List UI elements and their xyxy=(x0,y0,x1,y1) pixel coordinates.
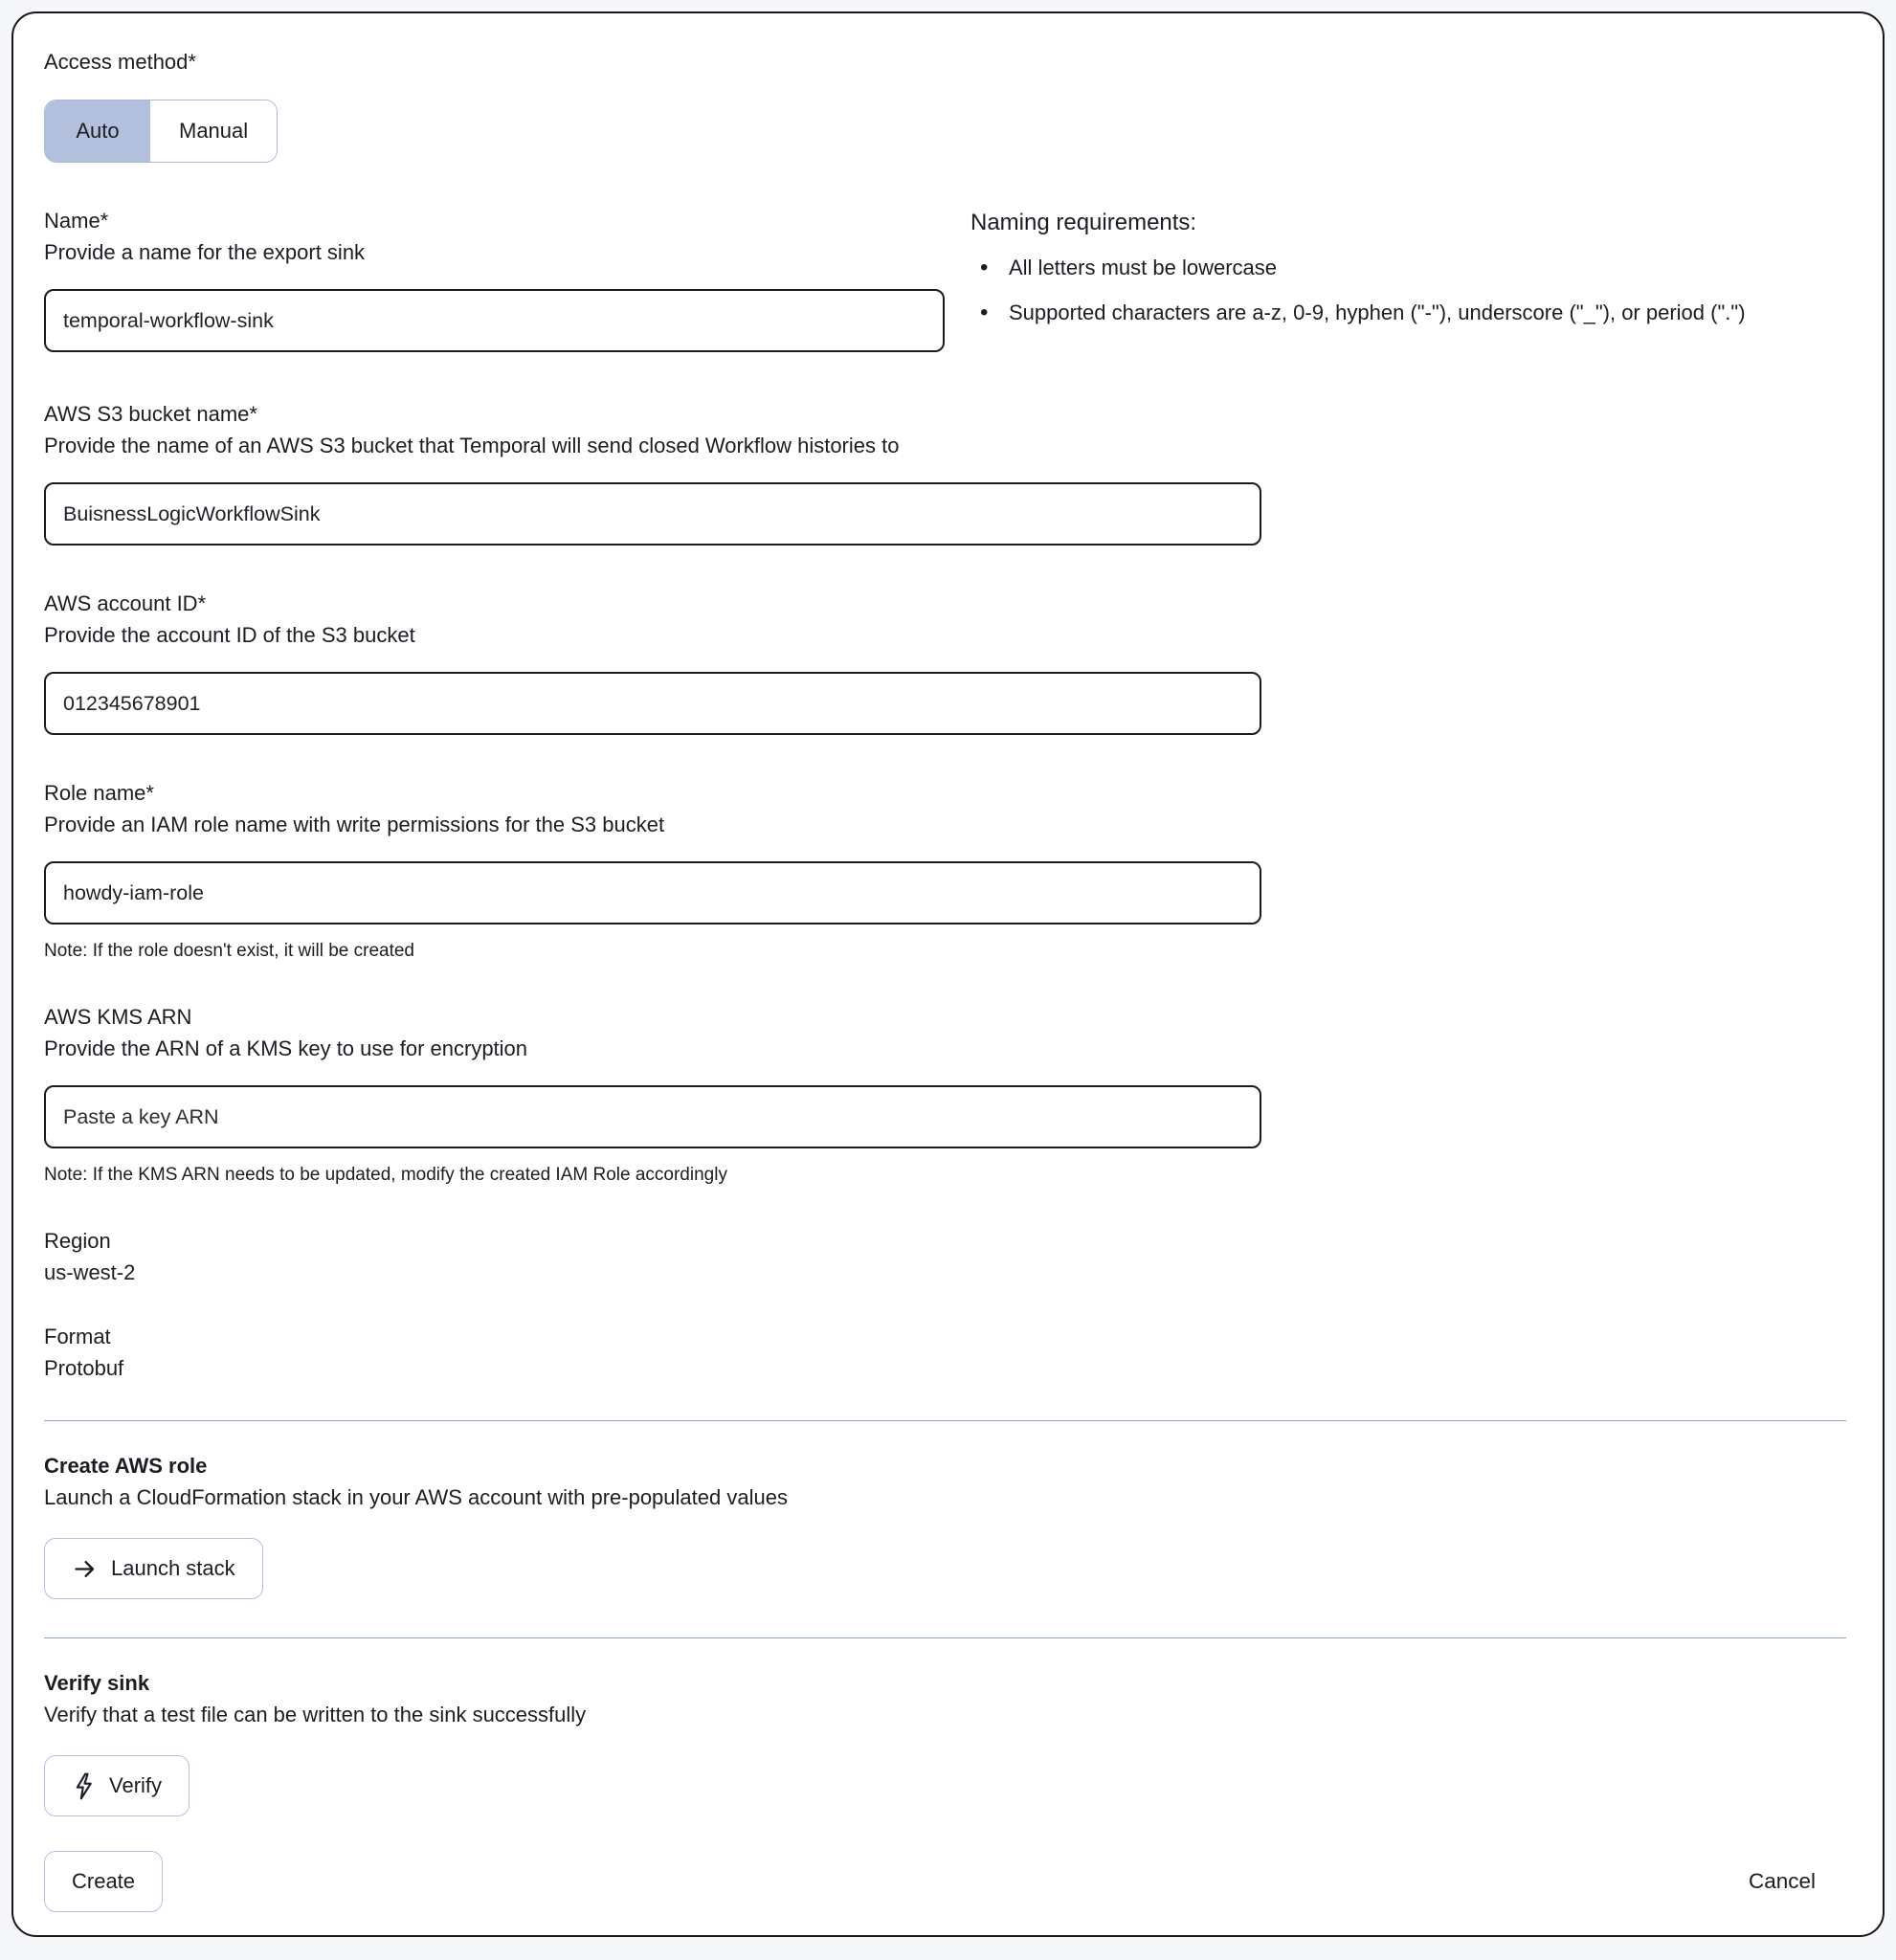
naming-requirements-list xyxy=(970,249,1846,332)
create-aws-role-description: Launch a CloudFormation stack in your AWS account with pre-populated values xyxy=(44,1485,788,1509)
create-button[interactable] xyxy=(44,1851,163,1912)
account-id-label: AWS account ID* xyxy=(44,591,207,615)
launch-stack-button[interactable] xyxy=(44,1538,263,1599)
s3-bucket-description: Provide the name of an AWS S3 bucket that Temporal will send closed Workflow histories to xyxy=(44,434,900,457)
name-input[interactable] xyxy=(44,289,945,352)
format-field-group xyxy=(44,1323,1846,1386)
cancel-button[interactable]: Cancel xyxy=(1745,1860,1819,1904)
account-id-field-group xyxy=(44,590,1846,735)
name-field-group xyxy=(44,207,945,352)
access-method-auto-button[interactable]: Auto xyxy=(45,100,150,162)
form-footer xyxy=(44,1851,1846,1912)
export-sink-form-card xyxy=(11,11,1885,1937)
region-value: us-west-2 xyxy=(44,1260,136,1284)
account-id-input[interactable] xyxy=(44,672,1261,735)
kms-arn-description: Provide the ARN of a KMS key to use for encryption xyxy=(44,1036,528,1060)
s3-bucket-label: AWS S3 bucket name* xyxy=(44,402,257,426)
format-value: Protobuf xyxy=(44,1356,124,1380)
name-label: Name* xyxy=(44,209,109,233)
lightning-icon xyxy=(72,1772,96,1800)
create-aws-role-title: Create AWS role xyxy=(44,1454,208,1478)
naming-requirement-item: • Supported characters are a-z, 0-9, hyphen ("-"), underscore ("_"), or period (".") xyxy=(970,294,1846,332)
s3-bucket-input[interactable] xyxy=(44,482,1261,546)
section-divider xyxy=(44,1420,1846,1421)
region-field-group xyxy=(44,1227,1846,1290)
naming-requirement-item: • All letters must be lowercase xyxy=(970,249,1846,287)
role-name-input[interactable] xyxy=(44,861,1261,924)
access-method-manual-button[interactable]: Manual xyxy=(150,100,277,162)
role-name-description: Provide an IAM role name with write permissions for the S3 bucket xyxy=(44,813,665,836)
name-description: Provide a name for the export sink xyxy=(44,240,366,264)
kms-arn-note: Note: If the KMS ARN needs to be updated, modify the created IAM Role accordingly xyxy=(44,1165,727,1185)
role-name-note: Note: If the role doesn't exist, it will be created xyxy=(44,941,414,961)
launch-stack-button-label: Launch stack xyxy=(111,1556,235,1580)
arrow-right-icon xyxy=(72,1556,98,1582)
role-name-field-group xyxy=(44,779,1846,963)
account-id-description: Provide the account ID of the S3 bucket xyxy=(44,623,415,647)
verify-button[interactable] xyxy=(44,1755,190,1816)
verify-sink-description: Verify that a test file can be written to the sink successfully xyxy=(44,1703,587,1726)
role-name-label: Role name* xyxy=(44,781,154,805)
format-label: Format xyxy=(44,1325,111,1348)
verify-sink-section xyxy=(44,1669,1846,1816)
region-label: Region xyxy=(44,1229,111,1253)
verify-sink-title: Verify sink xyxy=(44,1671,150,1695)
section-divider xyxy=(44,1637,1846,1638)
s3-bucket-field-group xyxy=(44,400,1846,546)
verify-button-label: Verify xyxy=(109,1773,163,1797)
naming-requirements-heading: Naming requirements: xyxy=(970,210,1197,235)
kms-arn-field-group xyxy=(44,1003,1846,1187)
naming-requirements xyxy=(970,207,1846,352)
access-method-label: Access method* xyxy=(44,50,196,74)
kms-arn-label: AWS KMS ARN xyxy=(44,1005,192,1029)
access-method-toggle xyxy=(44,100,278,163)
create-button-label: Create xyxy=(72,1869,136,1893)
name-and-requirements-row xyxy=(44,207,1846,352)
kms-arn-input[interactable] xyxy=(44,1085,1261,1148)
create-aws-role-section xyxy=(44,1452,1846,1599)
